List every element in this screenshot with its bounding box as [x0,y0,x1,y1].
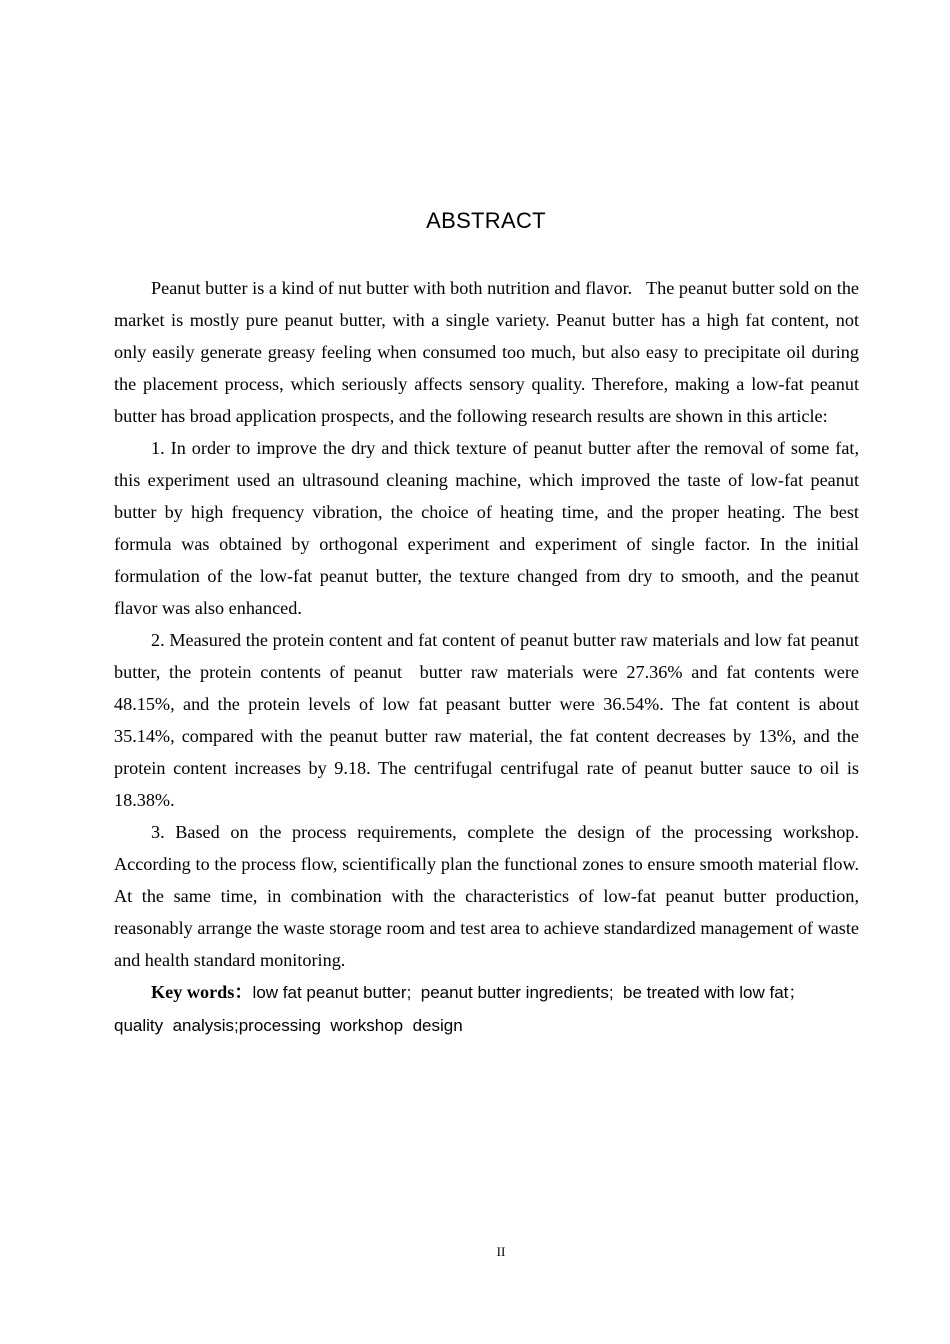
keywords-text: low fat peanut butter; peanut butter ingredients; be treated with low fat； quality analysis;processing workshop design [114,983,806,1035]
abstract-paragraph-1: 1. In order to improve the dry and thick texture of peanut butter after the removal of some fat, this experiment used an ultrasound cleaning machine, which improved the taste of low-fat peanut butter by high frequency vibration, the choice of heating time, and the proper heating. The best formula was obtained by orthogonal experiment and experiment of single factor. In the initial formulation of the low-fat peanut butter, the texture changed from dry to smooth, and the peanut flavor was also enhanced. [114,438,859,618]
keywords-line [114,976,859,1042]
page-number: II [496,1244,506,1259]
abstract-paragraph-3: 3. Based on the process requirements, complete the design of the processing workshop. According to the process flow, scientifically plan the functional zones to ensure smooth material flow. At the same time, in combination with the characteristics of low-fat peanut butter production, reasonably arrange the waste storage room and test area to achieve standardized management of waste and health standard monitoring. [114,822,859,970]
abstract-title: ABSTRACT [426,208,546,233]
abstract-body [114,272,859,1042]
abstract-paragraph-intro: Peanut butter is a kind of nut butter with both nutrition and flavor. The peanut butter sold on the market is mostly pure peanut butter, with a single variety. Peanut butter has a high fat content, not only easily generate greasy feeling when consumed too much, but also easy to precipitate oil during the placement process, which seriously affects sensory quality. Therefore, making a low-fat peanut butter has broad application prospects, and the following research results are shown in this article: [114,278,859,426]
keywords-label: Key words： [151,982,253,1002]
abstract-paragraph-2: 2. Measured the protein content and fat content of peanut butter raw materials and low fat peanut butter, the protein contents of peanut butter raw materials were 27.36% and fat contents were 48.15%, and the protein levels of low fat peasant butter were 36.54%. The fat content is about 35.14%, compared with the peanut butter raw material, the fat content decreases by 13%, and the protein content increases by 9.18. The centrifugal centrifugal rate of peanut butter sauce to oil is 18.38%. [114,630,859,810]
